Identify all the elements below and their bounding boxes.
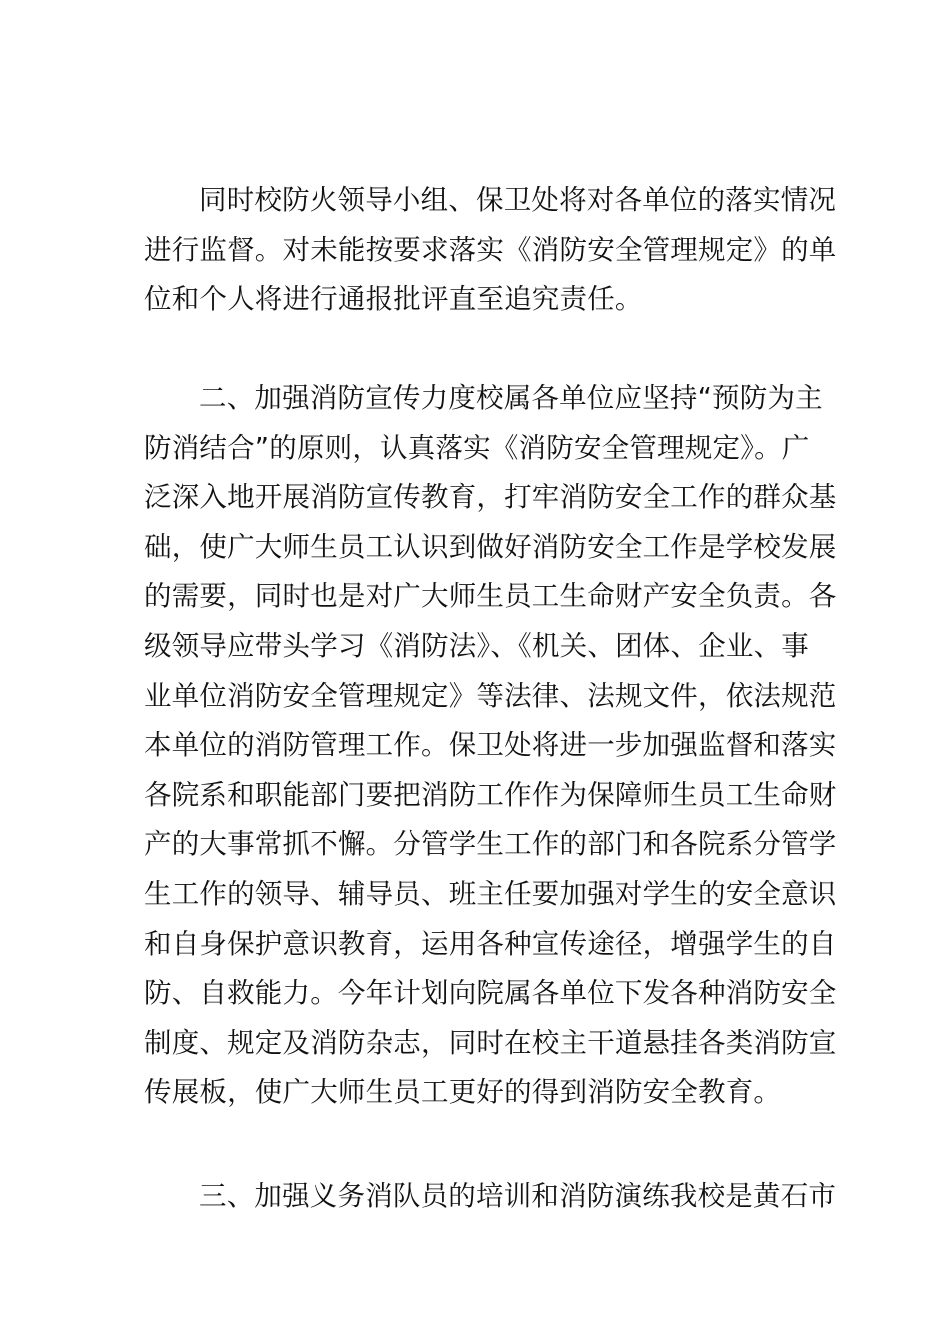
text-line: 进行监督。对未能按要求落实《消防安全管理规定》的单	[144, 233, 837, 266]
text-line: 传展板，使广大师生员工更好的得到消防安全教育。	[144, 1076, 782, 1109]
text-line: 生工作的领导、辅导员、班主任要加强对学生的安全意识	[144, 877, 837, 910]
text-line: 的需要，同时也是对广大师生员工生命财产安全负责。各	[144, 580, 837, 613]
text-line: 同时校防火领导小组、保卫处将对各单位的落实情况	[199, 184, 837, 216]
text-line: 本单位的消防管理工作。保卫处将进一步加强监督和落实	[144, 729, 837, 762]
paragraph-fire-publicity	[144, 374, 837, 1118]
text-line: 础，使广大师生员工认识到做好消防安全工作是学校发展	[144, 530, 837, 563]
paragraph-supervision	[144, 176, 837, 325]
text-line: 三、加强义务消队员的培训和消防演练我校是黄石市	[199, 1180, 837, 1212]
text-line: 防消结合”的原则，认真落实《消防安全管理规定》。广	[144, 431, 810, 464]
text-line: 制度、规定及消防杂志，同时在校主干道悬挂各类消防宣	[144, 1026, 837, 1059]
text-line: 产的大事常抓不懈。分管学生工作的部门和各院系分管学	[144, 828, 837, 861]
text-line: 泛深入地开展消防宣传教育，打牢消防安全工作的群众基	[144, 481, 837, 514]
text-line: 业单位消防安全管理规定》等法律、法规文件，依法规范	[144, 679, 837, 712]
text-line: 二、加强消防宣传力度校属各单位应坚持“预防为主	[199, 382, 823, 414]
paragraph-volunteer-training	[144, 1172, 837, 1222]
text-line: 位和个人将进行通报批评直至追究责任。	[144, 283, 643, 316]
text-line: 防、自救能力。今年计划向院属各单位下发各种消防安全	[144, 977, 837, 1010]
text-line: 各院系和职能部门要把消防工作作为保障师生员工生命财	[144, 778, 837, 811]
text-line: 和自身保护意识教育，运用各种宣传途径，增强学生的自	[144, 927, 837, 960]
text-line: 级领导应带头学习《消防法》、《机关、团体、企业、事	[144, 629, 809, 662]
